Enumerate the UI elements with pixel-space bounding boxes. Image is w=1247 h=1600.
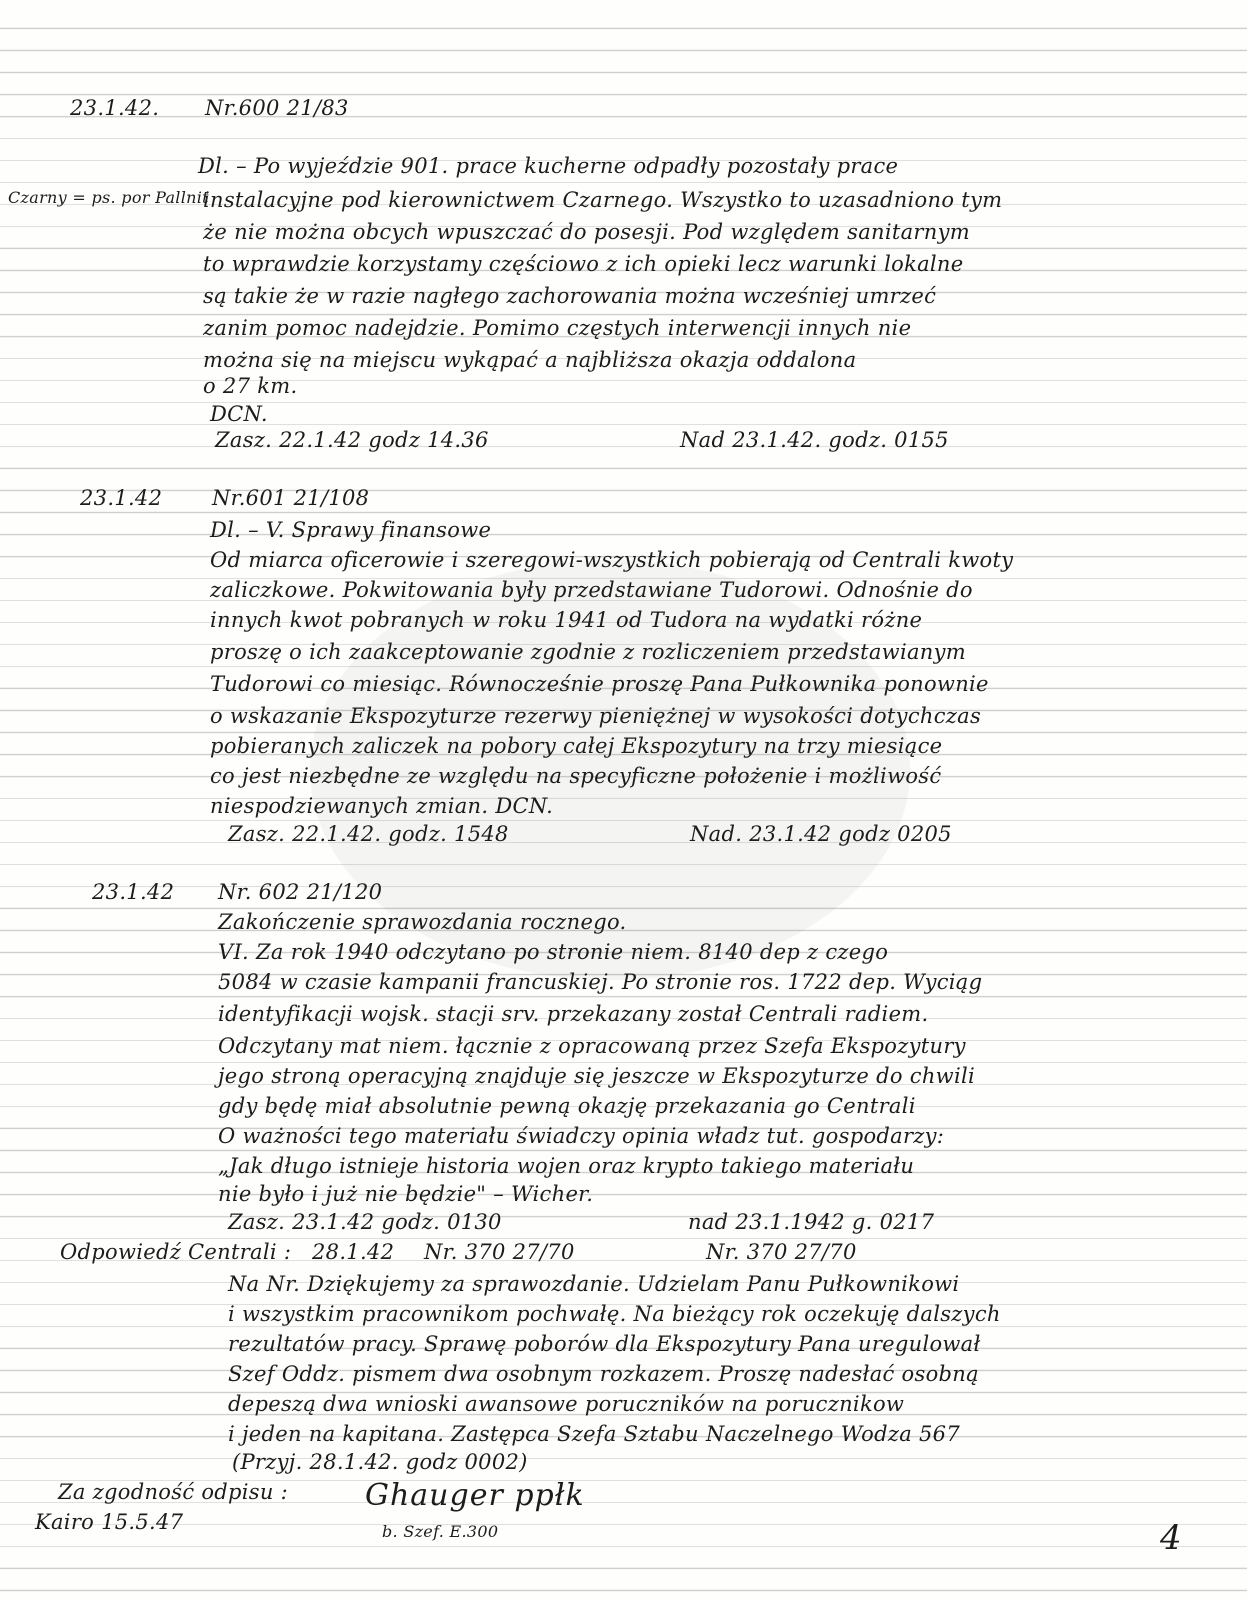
entry-number: Nr.600 21/83 xyxy=(205,96,349,120)
entry-nad: Nad. 23.1.42 godz 0205 xyxy=(690,822,952,846)
reply-text-line: Szef Oddz. pismem dwa osobnym rozkazem. Proszę nadesłać osobną xyxy=(228,1362,979,1386)
entry-text-line: Od miarca oficerowie i szeregowi-wszystkich pobierają od Centrali kwoty xyxy=(210,548,1014,572)
entry-date: 23.1.42 xyxy=(80,486,163,510)
entry-text-line: nie było i już nie będzie" – Wicher. xyxy=(218,1182,594,1206)
reply-text-line: depeszą dwa wnioski awansowe poruczników na porucznikow xyxy=(228,1392,905,1416)
margin-note: Czarny = ps. por Pallnit xyxy=(8,188,209,207)
entry-zasz: Zasz. 22.1.42 godz 14.36 xyxy=(215,428,489,452)
entry-text-line: proszę o ich zaakceptowanie zgodnie z rozliczeniem przedstawianym xyxy=(210,640,966,664)
entry-text-line: innych kwot pobranych w roku 1941 od Tudora na wydatki różne xyxy=(210,608,923,632)
entry-text-line: jego stroną operacyjną znajduje się jeszcze w Ekspozyturze do chwili xyxy=(218,1064,975,1088)
page-number: 4 xyxy=(1160,1518,1182,1558)
entry-text-line: są takie że w razie nagłego zachorowania można wcześniej umrzeć xyxy=(203,284,937,308)
entry-nad: Nad 23.1.42. godz. 0155 xyxy=(680,428,949,452)
entry-text-line: O ważności tego materiału świadczy opinia władz tut. gospodarzy: xyxy=(218,1124,945,1148)
entry-text-line: Dl. – Po wyjeździe 901. prace kucherne odpadły pozostały prace xyxy=(198,154,899,178)
entry-text-line: co jest niezbędne ze względu na specyficzne położenie i możliwość xyxy=(210,764,942,788)
entry-date: 23.1.42 xyxy=(92,880,175,904)
reply-label: Odpowiedź Centrali : xyxy=(60,1240,292,1264)
reply-date: 28.1.42 xyxy=(312,1240,395,1264)
reply-number: Nr. 370 27/70 xyxy=(424,1240,575,1264)
entry-text-line: 5084 w czasie kampanii francuskiej. Po stronie ros. 1722 dep. Wyciąg xyxy=(218,970,983,994)
entry-text-line: to wprawdzie korzystamy częściowo z ich opieki lecz warunki lokalne xyxy=(203,252,964,276)
entry-date: 23.1.42. xyxy=(70,96,160,120)
entry-text-line: identyfikacji wojsk. stacji srv. przekazany został Centrali radiem. xyxy=(218,1002,929,1026)
entry-text-line: zaliczkowe. Pokwitowania były przedstawiane Tudorowi. Odnośnie do xyxy=(210,578,973,602)
entry-number: Nr.601 21/108 xyxy=(212,486,370,510)
reply-text-line: i jeden na kapitana. Zastępca Szefa Sztabu Naczelnego Wodza 567 xyxy=(228,1422,960,1446)
entry-text-line: że nie można obcych wpuszczać do posesji. Pod względem sanitarnym xyxy=(203,220,970,244)
agreement-note: Za zgodność odpisu : xyxy=(58,1480,289,1504)
entry-text-line: instalacyjne pod kierownictwem Czarnego. Wszystko to uzasadniono tym xyxy=(203,188,1003,212)
entry-text-line: o wskazanie Ekspozyturze rezerwy pieniężnej w wysokości dotychczas xyxy=(210,704,982,728)
entry-text-line: Dl. – V. Sprawy finansowe xyxy=(210,518,492,542)
reply-number-right: Nr. 370 27/70 xyxy=(706,1240,857,1264)
reply-text-line: (Przyj. 28.1.42. godz 0002) xyxy=(232,1450,528,1474)
entry-text-line: VI. Za rok 1940 odczytano po stronie niem. 8140 dep z czego xyxy=(218,940,889,964)
entry-text-line: zanim pomoc nadejdzie. Pomimo częstych interwencji innych nie xyxy=(203,316,912,340)
entry-text-line: „Jak długo istnieje historia wojen oraz krypto takiego materiału xyxy=(218,1154,915,1178)
entry-text-line: o 27 km. xyxy=(203,374,298,398)
entry-text-line: Odczytany mat niem. łącznie z opracowaną przez Szefa Ekspozytury xyxy=(218,1034,966,1058)
signature: Ghauger ppłk xyxy=(365,1478,585,1513)
entry-text-line: pobieranych zaliczek na pobory całej Ekspozytury na trzy miesiące xyxy=(210,734,943,758)
reply-text-line: Na Nr. Dziękujemy za sprawozdanie. Udzielam Panu Pułkownikowi xyxy=(228,1272,960,1296)
reply-text-line: rezultatów pracy. Sprawę poborów dla Ekspozytury Pana uregulował xyxy=(228,1332,981,1356)
entry-text-line: niespodziewanych zmian. DCN. xyxy=(210,794,554,818)
entry-number: Nr. 602 21/120 xyxy=(218,880,383,904)
signature-subtitle: b. Szef. E.300 xyxy=(382,1522,499,1541)
entry-zasz: Zasz. 22.1.42. godz. 1548 xyxy=(228,822,509,846)
entry-text-line: Tudorowi co miesiąc. Równocześnie proszę Pana Pułkownika ponownie xyxy=(210,672,989,696)
entry-text-line: można się na miejscu wykąpać a najbliższa okazja oddalona xyxy=(203,348,857,372)
reply-text-line: i wszystkim pracownikom pochwałę. Na bieżący rok oczekuję dalszych xyxy=(228,1302,1001,1326)
place-date: Kairo 15.5.47 xyxy=(35,1510,184,1534)
entry-nad: nad 23.1.1942 g. 0217 xyxy=(688,1210,935,1234)
entry-text-line: gdy będę miał absolutnie pewną okazję przekazania go Centrali xyxy=(218,1094,916,1118)
entry-text-line: DCN. xyxy=(210,402,268,426)
entry-text-line: Zakończenie sprawozdania rocznego. xyxy=(218,910,627,934)
entry-zasz: Zasz. 23.1.42 godz. 0130 xyxy=(228,1210,502,1234)
